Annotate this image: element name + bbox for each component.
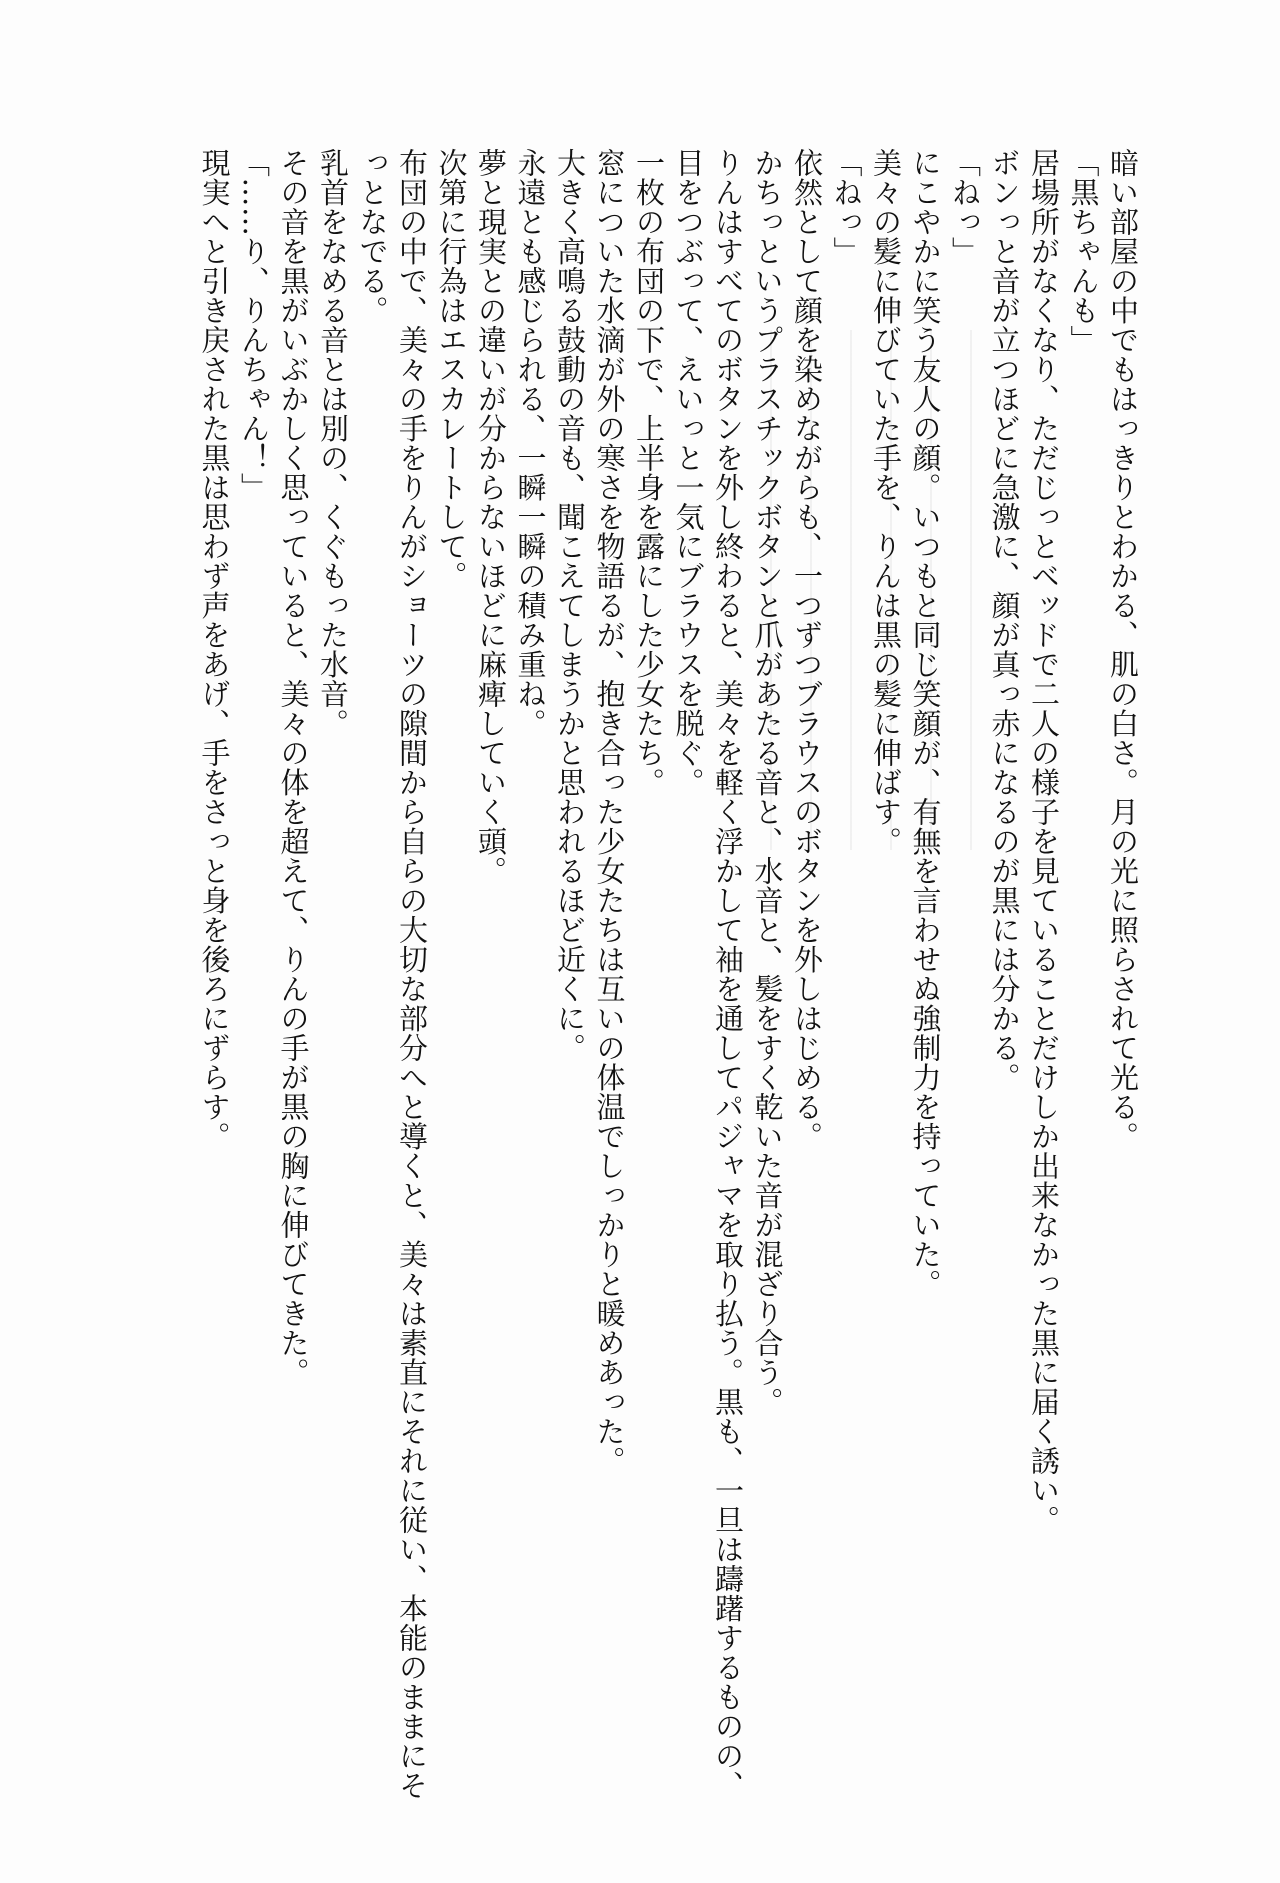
paragraph: かちっというプラスチックボタンと爪があたる音と、水音と、髪をすく乾いた音が混ざり合う。 [750,148,785,1417]
paragraph: 夢と現実との違いが分からないほどに麻痺していく頭。 [474,148,508,886]
paragraph: 一枚の布団の下で、上半身を露にした少女たち。 [632,148,666,797]
paragraph: 「ねっ」 [829,148,864,266]
paragraph: 「黒ちゃんも」 [1066,148,1101,355]
paragraph: 暗い部屋の中でもはっきりとわかる、肌の白さ。月の光に照らされて光る。 [1106,148,1140,1151]
paragraph: 「ねっ」 [948,148,982,266]
paragraph: 現実へと引き戻された黒は思わず声をあげ、手をさっと身を後ろにずらす。 [197,148,232,1151]
paragraph: その音を黒がいぶかしく思っていると、美々の体を超えて、りんの手が黒の胸に伸びてきた。 [276,148,311,1387]
vertical-text-body [132,148,1142,1808]
paragraph: 布団の中で、美々の手をりんがショーツの隙間から自らの大切な部分へと導くと、美々は素直にそれに従い、本能のままにそっとなでる。 [355,148,429,1800]
paragraph: 美々の髪に伸びていた手を、りんは黒の髪に伸ばす。 [869,148,903,856]
paragraph: 大きく高鳴る鼓動の音も、聞こえてしまうかと思われるほど近くに。 [553,148,587,1063]
paragraph: 乳首をなめる音とは別の、くぐもった水音。 [316,148,350,738]
paragraph: にこやかに笑う友人の顔。いつもと同じ笑顔が、有無を言わせぬ強制力を持っていた。 [908,148,943,1299]
paragraph: りんはすべてのボタンを外し終わると、美々を軽く浮かして袖を通してパジャマを取り払う。黒も、一旦は躊躇するものの、目をつぶって、えいっと一気にブラウスを脱ぐ。 [671,148,745,1800]
paragraph: 永遠とも感じられる、一瞬一瞬の積み重ね。 [513,148,548,738]
paragraph: 居場所がなくなり、ただじっとベッドで二人の様子を見ていることだけしか出来なかった黒に届く誘い。 [1027,148,1061,1535]
paragraph: ボンっと音が立つほどに急激に、顔が真っ赤になるのが黒には分かる。 [987,148,1022,1092]
paragraph: 依然として顔を染めながらも、一つずつブラウスのボタンを外しはじめる。 [790,148,824,1151]
paragraph: 窓についた水滴が外の寒さを物語るが、抱き合った少女たちは互いの体温でしっかりと暖めあった。 [592,148,627,1476]
paragraph: 次第に行為はエスカレートして。 [434,148,469,591]
paragraph: 「……り、りんちゃん！」 [237,148,271,502]
